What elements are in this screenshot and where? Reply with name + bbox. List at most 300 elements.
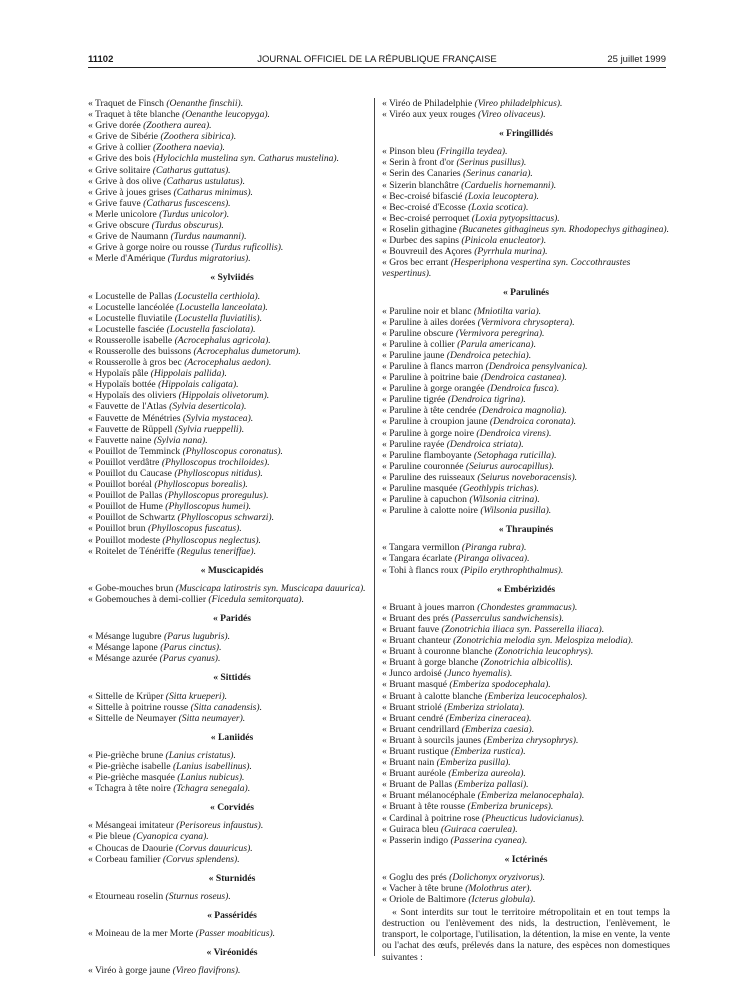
common-name: « Pouillot de Pallas bbox=[88, 490, 165, 502]
common-name: « Fauvette de Ménétries bbox=[88, 412, 183, 424]
scientific-name: (Zonotrichia melodia syn. Melospiza melodia). bbox=[453, 635, 634, 647]
common-name: « Rousserolle à gros bec bbox=[88, 357, 185, 369]
species-entry bbox=[88, 291, 376, 302]
publication-date: 25 juillet 1999 bbox=[607, 54, 666, 65]
common-name: « Pie bleue bbox=[88, 831, 134, 843]
section-heading: « Passéridés bbox=[207, 909, 257, 921]
species-entry bbox=[88, 653, 376, 664]
species-entry bbox=[382, 553, 670, 564]
species-entry bbox=[88, 302, 376, 313]
common-name: « Grive à joues grises bbox=[88, 186, 174, 198]
common-name: « Bec-croisé perroquet bbox=[382, 212, 472, 224]
scientific-name: (Zoothera naevia). bbox=[153, 142, 225, 154]
species-entry bbox=[88, 891, 376, 902]
species-entry bbox=[382, 624, 670, 635]
species-entry bbox=[382, 328, 670, 339]
common-name: « Grive à gorge noire ou rousse bbox=[88, 242, 212, 254]
species-entry bbox=[88, 523, 376, 534]
scientific-name: (Emberiza striolata). bbox=[444, 701, 525, 713]
common-name: « Gobemouches à demi-collier bbox=[88, 593, 209, 605]
species-entry bbox=[88, 209, 376, 220]
common-name: « Grive obscure bbox=[88, 220, 152, 232]
species-entry bbox=[382, 779, 670, 790]
scientific-name: (Junco hyemalis). bbox=[444, 668, 513, 680]
common-name: « Bruant mélanocéphale bbox=[382, 790, 478, 802]
species-entry bbox=[382, 713, 670, 724]
scientific-name: (Serinus canaria). bbox=[463, 168, 533, 180]
species-entry bbox=[88, 131, 376, 142]
scientific-name: (Pinicola enucleator). bbox=[461, 235, 547, 247]
scientific-name: (Sylvia nana). bbox=[153, 434, 208, 446]
common-name: « Sittelle de Krüper bbox=[88, 690, 166, 702]
common-name: « Pouillot de Temminck bbox=[88, 445, 183, 457]
species-entry bbox=[382, 757, 670, 768]
scientific-name: (Emberiza bruniceps). bbox=[467, 801, 554, 813]
common-name: « Bruant fauve bbox=[382, 623, 442, 635]
common-name: « Hypolaïs pâle bbox=[88, 368, 151, 380]
species-entry bbox=[382, 565, 670, 576]
scientific-name: (Sitta canadensis). bbox=[190, 701, 263, 713]
scientific-name: (Chondestes grammacus). bbox=[477, 601, 578, 613]
species-entry bbox=[382, 724, 670, 735]
scientific-name: (Wilsonia pusilla). bbox=[480, 505, 552, 517]
common-name: « Paruline à tête cendrée bbox=[382, 405, 479, 417]
species-entry bbox=[88, 490, 376, 501]
scientific-name: (Passer moabiticus). bbox=[195, 928, 276, 939]
common-name: « Grive solitaire bbox=[88, 164, 153, 176]
species-entry bbox=[88, 761, 376, 772]
species-entry bbox=[88, 357, 376, 368]
scientific-name: (Dendroica virens). bbox=[476, 427, 552, 439]
species-entry bbox=[382, 98, 670, 109]
article-paragraph: « Sont interdits sur tout le territoire métropolitain et en tout temps la destruction ou l'enlèvement des nids, la destruction, l'enlèvement, le transport, le colportage, l'utilisation, la détention, la mise en vente, la vente ou l'achat des œufs, prélevés dans la nature, des espèces non domestiques suivantes : bbox=[382, 907, 670, 963]
common-name: « Paruline jaune bbox=[382, 349, 447, 361]
species-entry bbox=[382, 790, 670, 801]
scientific-name: (Oenanthe leucopyga). bbox=[182, 109, 270, 121]
species-entry bbox=[382, 202, 670, 213]
common-name: « Paruline tigrée bbox=[382, 394, 448, 406]
common-name: « Rousserolle isabelle bbox=[88, 334, 175, 346]
common-name: « Locustelle fasciée bbox=[88, 323, 167, 335]
scientific-name: (Hippolais pallida). bbox=[150, 368, 227, 380]
scientific-name: (Vermivora peregrina). bbox=[455, 327, 545, 339]
scientific-name: (Loxia leucoptera). bbox=[464, 190, 539, 202]
scientific-name: (Lanius nubicus). bbox=[177, 772, 245, 784]
common-name: « Tangara écarlate bbox=[382, 553, 455, 565]
species-entry bbox=[382, 213, 670, 224]
journal-title: JOURNAL OFFICIEL DE LA RÉPUBLIQUE FRANÇAISE bbox=[257, 54, 497, 65]
scientific-name: (Dendroica petechia). bbox=[446, 349, 532, 361]
scientific-name: (Dolichonyx oryzivorus). bbox=[449, 871, 546, 883]
scientific-name: (Emberiza melanocephala). bbox=[477, 790, 585, 802]
scientific-name: (Emberiza cineracea). bbox=[445, 712, 532, 724]
scientific-name: (Dendroica fusca). bbox=[487, 383, 560, 395]
scientific-name: (Dendroica pensylvanica). bbox=[485, 360, 588, 372]
species-entry bbox=[382, 372, 670, 383]
species-entry bbox=[88, 446, 376, 457]
common-name: « Bruant nain bbox=[382, 757, 437, 769]
common-name: « Fauvette de Rüppell bbox=[88, 423, 175, 435]
common-name: « Bruant à calotte blanche bbox=[382, 690, 485, 702]
species-entry bbox=[382, 168, 670, 179]
scientific-name: (Hylocichla mustelina syn. Catharus mustelina). bbox=[153, 153, 340, 165]
common-name: « Traquet à tête blanche bbox=[88, 109, 183, 121]
scientific-name: (Sylvia mystacea). bbox=[182, 412, 254, 424]
common-name: « Paruline à gorge noire bbox=[382, 427, 477, 439]
scientific-name: (Perisoreus infaustus). bbox=[176, 820, 264, 832]
common-name: « Grive à collier bbox=[88, 142, 153, 154]
scientific-name: (Phylloscopus schwarzi). bbox=[177, 512, 274, 524]
species-entry bbox=[88, 772, 376, 783]
scientific-name: (Seiurus aurocapillus). bbox=[465, 460, 555, 472]
species-entry bbox=[382, 668, 670, 679]
species-entry bbox=[88, 435, 376, 446]
species-entry bbox=[88, 231, 376, 242]
species-entry bbox=[382, 339, 670, 350]
scientific-name: (Muscicapa latirostris syn. Muscicapa dauurica). bbox=[175, 582, 366, 594]
common-name: « Pie-grièche isabelle bbox=[88, 760, 173, 772]
species-entry bbox=[382, 691, 670, 702]
common-name: « Viréo de Philadelphie bbox=[382, 98, 475, 109]
scientific-name: (Pyrrhula murina). bbox=[474, 246, 548, 258]
common-name: « Grive à dos olive bbox=[88, 175, 164, 187]
section-heading: « Embérizidés bbox=[496, 583, 556, 595]
scientific-name: (Emberiza pallasi). bbox=[454, 779, 529, 791]
scientific-name: (Molothrus ater). bbox=[465, 883, 532, 894]
common-name: « Tohi à flancs roux bbox=[382, 564, 461, 576]
common-name: « Fauvette naine bbox=[88, 434, 154, 446]
species-entry bbox=[382, 317, 670, 328]
species-entry bbox=[382, 657, 670, 668]
common-name: « Merle unicolore bbox=[88, 208, 160, 220]
common-name: « Rousserolle des buissons bbox=[88, 345, 194, 357]
scientific-name: (Emberiza leucocephalos). bbox=[484, 690, 588, 702]
scientific-name: (Acrocephalus agricola). bbox=[174, 334, 271, 346]
species-entry bbox=[382, 735, 670, 746]
species-entry bbox=[88, 854, 376, 865]
header-rule bbox=[88, 67, 666, 68]
species-entry bbox=[382, 602, 670, 613]
common-name: « Hypolaïs bottée bbox=[88, 379, 159, 391]
common-name: « Junco ardoisé bbox=[382, 668, 445, 680]
scientific-name: (Parus cinctus). bbox=[160, 642, 222, 654]
common-name: « Serin à front d'or bbox=[382, 157, 457, 169]
species-entry bbox=[88, 335, 376, 346]
section-heading: « Corvidés bbox=[210, 802, 254, 814]
species-entry bbox=[88, 750, 376, 761]
scientific-name: (Vireo olivaceus). bbox=[477, 109, 546, 121]
species-entry bbox=[382, 361, 670, 372]
species-entry bbox=[382, 824, 670, 835]
scientific-name: (Mniotilta varia). bbox=[473, 305, 542, 317]
species-entry bbox=[382, 883, 670, 894]
species-entry bbox=[88, 843, 376, 854]
species-entry bbox=[382, 450, 670, 461]
common-name: « Bruant auréole bbox=[382, 768, 449, 780]
common-name: « Locustelle de Pallas bbox=[88, 290, 175, 302]
common-name: « Bruant à couronne blanche bbox=[382, 646, 495, 658]
species-entry bbox=[88, 220, 376, 231]
common-name: « Bruant striolé bbox=[382, 701, 445, 713]
scientific-name: (Phylloscopus fuscatus). bbox=[147, 523, 242, 535]
scientific-name: (Hippolais olivetorum). bbox=[178, 390, 270, 402]
common-name: « Bruant à sourcils jaunes bbox=[382, 734, 484, 746]
scientific-name: (Phylloscopus neglectus). bbox=[162, 534, 261, 546]
common-name: « Pie-grièche brune bbox=[88, 749, 166, 761]
section-heading: « Parulinés bbox=[502, 287, 550, 299]
species-entry bbox=[88, 479, 376, 490]
scientific-name: (Vireo flavifrons). bbox=[172, 965, 241, 977]
scientific-name: (Turdus unicolor). bbox=[159, 208, 230, 220]
common-name: « Gobe-mouches brun bbox=[88, 582, 176, 594]
scientific-name: (Turdus naumanni). bbox=[170, 231, 247, 243]
species-entry bbox=[88, 713, 376, 724]
scientific-name: (Sylvia rueppelli). bbox=[174, 423, 245, 435]
species-entry bbox=[88, 546, 376, 557]
species-entry bbox=[382, 746, 670, 757]
scientific-name: (Phylloscopus nitidus). bbox=[174, 468, 263, 479]
species-entry bbox=[88, 187, 376, 198]
common-name: « Traquet de Finsch bbox=[88, 98, 167, 109]
species-entry bbox=[88, 424, 376, 435]
scientific-name: (Sitta neumayer). bbox=[178, 712, 246, 724]
common-name: « Mésangeai imitateur bbox=[88, 820, 177, 832]
species-entry bbox=[382, 350, 670, 361]
scientific-name: (Corvus splendens). bbox=[162, 853, 240, 865]
scientific-name: (Sitta krueperi). bbox=[165, 690, 228, 702]
common-name: « Pouillot brun bbox=[88, 523, 148, 535]
scientific-name: (Seiurus noveboracensis). bbox=[477, 471, 578, 483]
common-name: « Mésange lugubre bbox=[88, 631, 164, 643]
species-entry bbox=[88, 831, 376, 842]
scientific-name: (Dendroica tigrina). bbox=[447, 394, 526, 406]
common-name: « Corbeau familier bbox=[88, 853, 163, 865]
species-entry bbox=[382, 702, 670, 713]
species-entry bbox=[88, 153, 376, 164]
common-name: « Bruant à tête rousse bbox=[382, 801, 468, 813]
common-name: « Tchagra à tête noire bbox=[88, 783, 174, 795]
species-entry bbox=[88, 691, 376, 702]
common-name: « Bruant à gorge blanche bbox=[382, 657, 481, 669]
common-name: « Passerin indigo bbox=[382, 834, 451, 846]
species-entry bbox=[88, 965, 376, 976]
species-entry bbox=[88, 98, 376, 109]
scientific-name: (Emberiza aureola). bbox=[448, 768, 526, 780]
common-name: « Roitelet de Ténériffe bbox=[88, 545, 178, 557]
species-entry bbox=[382, 483, 670, 494]
species-entry bbox=[382, 494, 670, 505]
scientific-name: (Tchagra senegala). bbox=[173, 783, 251, 795]
common-name: « Paruline à flancs marron bbox=[382, 360, 486, 372]
common-name: « Pouillot de Hume bbox=[88, 501, 166, 513]
common-name: « Viréo aux yeux rouges bbox=[382, 109, 478, 121]
scientific-name: (Lanius cristatus). bbox=[165, 749, 236, 761]
scientific-name: (Geothlypis trichas). bbox=[459, 483, 539, 494]
common-name: « Tangara vermillon bbox=[382, 542, 462, 554]
common-name: « Sizerin blanchâtre bbox=[382, 179, 462, 191]
scientific-name: (Turdus obscurus). bbox=[151, 220, 224, 232]
species-entry bbox=[382, 306, 670, 317]
species-entry bbox=[382, 180, 670, 191]
scientific-name: (Parus cyanus). bbox=[159, 653, 221, 665]
common-name: « Oriole de Baltimore bbox=[382, 894, 469, 906]
common-name: « Bruant masqué bbox=[382, 679, 450, 691]
species-entry bbox=[382, 109, 670, 120]
common-name: « Viréo à gorge jaune bbox=[88, 965, 173, 977]
species-entry bbox=[88, 457, 376, 468]
common-name: « Goglu des prés bbox=[382, 871, 450, 883]
scientific-name: (Fringilla teydea). bbox=[436, 146, 508, 158]
scientific-name: (Dendroica coronata). bbox=[489, 416, 577, 428]
scientific-name: (Phylloscopus humei). bbox=[165, 501, 252, 513]
scientific-name: (Locustella fasciolata). bbox=[166, 323, 256, 335]
scientific-name: (Loxia scotica). bbox=[468, 201, 529, 213]
scientific-name: (Turdus ruficollis). bbox=[211, 242, 284, 254]
scientific-name: (Cyanopica cyana). bbox=[133, 831, 209, 843]
scientific-name: (Dendroica striata). bbox=[446, 438, 524, 450]
common-name: « Mésange azurée bbox=[88, 653, 160, 665]
common-name: « Guiraca bleu bbox=[382, 823, 441, 835]
species-entry bbox=[382, 416, 670, 427]
section-heading: « Fringillidés bbox=[498, 128, 554, 140]
species-entry bbox=[382, 646, 670, 657]
common-name: « Pouillot modeste bbox=[88, 534, 163, 546]
common-name: « Pinson bleu bbox=[382, 146, 437, 158]
page-number: 11102 bbox=[88, 54, 114, 65]
scientific-name: (Regulus teneriffae). bbox=[177, 545, 257, 557]
common-name: « Grive de Sibérie bbox=[88, 131, 161, 143]
common-name: « Paruline rayée bbox=[382, 438, 447, 450]
species-entry bbox=[88, 642, 376, 653]
species-entry bbox=[88, 512, 376, 523]
common-name: « Durbec des sapins bbox=[382, 235, 462, 247]
common-name: « Paruline à calotte noire bbox=[382, 505, 481, 517]
species-entry bbox=[88, 242, 376, 253]
species-entry bbox=[382, 439, 670, 450]
species-entry bbox=[382, 613, 670, 624]
species-entry bbox=[382, 768, 670, 779]
common-name: « Bruant à joues marron bbox=[382, 601, 478, 613]
scientific-name: (Piranga olivacea). bbox=[454, 553, 530, 565]
scientific-name: (Zoothera aurea). bbox=[143, 120, 212, 132]
species-entry bbox=[382, 257, 670, 279]
scientific-name: (Turdus migratorius). bbox=[167, 253, 251, 265]
species-entry bbox=[382, 246, 670, 257]
section-heading: « Sittidés bbox=[213, 672, 251, 684]
species-entry bbox=[88, 120, 376, 131]
common-name: « Paruline à poitrine baie bbox=[382, 372, 481, 384]
species-entry bbox=[88, 594, 376, 605]
common-name: « Vacher à tête brune bbox=[382, 883, 466, 894]
common-name: « Fauvette de l'Atlas bbox=[88, 401, 170, 413]
species-entry bbox=[382, 894, 670, 905]
common-name: « Pouillot du Caucase bbox=[88, 468, 175, 479]
species-entry bbox=[88, 783, 376, 794]
scientific-name: (Wilsonia citrina). bbox=[469, 494, 540, 506]
species-entry bbox=[382, 428, 670, 439]
section-heading: « Muscicapidés bbox=[200, 564, 264, 576]
common-name: « Choucas de Daourie bbox=[88, 842, 176, 854]
scientific-name: (Carduelis hornemanni). bbox=[461, 179, 557, 191]
species-entry bbox=[88, 401, 376, 412]
common-name: « Grive dorée bbox=[88, 120, 144, 132]
species-entry bbox=[88, 198, 376, 209]
species-entry bbox=[88, 379, 376, 390]
species-entry bbox=[382, 405, 670, 416]
species-entry bbox=[88, 820, 376, 831]
species-entry bbox=[382, 157, 670, 168]
scientific-name: (Catharus guttatus). bbox=[152, 164, 231, 176]
scientific-name: (Passerculus sandwichensis). bbox=[451, 612, 564, 624]
common-name: « Pouillot boréal bbox=[88, 479, 155, 491]
species-entry bbox=[88, 165, 376, 176]
scientific-name: (Emberiza rustica). bbox=[451, 745, 526, 757]
species-entry bbox=[88, 928, 376, 939]
species-entry bbox=[382, 461, 670, 472]
scientific-name: (Emberiza spodocephala). bbox=[449, 679, 551, 691]
common-name: « Mésange lapone bbox=[88, 642, 161, 654]
scientific-name: (Zonotrichia iliaca syn. Passerella iliaca). bbox=[441, 623, 605, 635]
species-entry bbox=[88, 631, 376, 642]
common-name: « Roselin githagine bbox=[382, 223, 460, 235]
scientific-name: (Piranga rubra). bbox=[461, 542, 527, 554]
species-entry bbox=[88, 583, 376, 594]
scientific-name: (Phylloscopus coronatus). bbox=[182, 445, 283, 457]
scientific-name: (Dendroica magnolia). bbox=[478, 405, 567, 417]
scientific-name: (Icterus globula). bbox=[468, 894, 536, 906]
common-name: « Paruline à ailes dorées bbox=[382, 316, 478, 328]
scientific-name: (Sylvia deserticola). bbox=[169, 401, 247, 413]
scientific-name: (Emberiza chrysophrys). bbox=[483, 734, 579, 746]
species-entry bbox=[382, 191, 670, 202]
common-name: « Bruant des prés bbox=[382, 612, 452, 624]
scientific-name: (Locustella lanceolata). bbox=[176, 301, 268, 313]
species-entry bbox=[88, 142, 376, 153]
scientific-name: (Phylloscopus proregulus). bbox=[164, 490, 269, 502]
scientific-name: (Setophaga ruticilla). bbox=[473, 449, 557, 461]
scientific-name: (Vermivora chrysoptera). bbox=[477, 316, 575, 328]
species-entry bbox=[88, 413, 376, 424]
scientific-name: (Loxia pytyopsittacus). bbox=[471, 212, 560, 224]
page-header bbox=[88, 54, 666, 68]
species-entry bbox=[382, 813, 670, 824]
common-name: « Bouvreuil des Açores bbox=[382, 246, 475, 258]
scientific-name: (Parula americana). bbox=[457, 338, 536, 350]
section-heading: « Laniidés bbox=[210, 731, 254, 743]
species-entry bbox=[88, 176, 376, 187]
scientific-name: (Guiraca caerulea). bbox=[440, 823, 518, 835]
scientific-name: (Lanius isabellinus). bbox=[172, 760, 252, 772]
species-entry bbox=[88, 468, 376, 479]
common-name: « Paruline à collier bbox=[382, 338, 458, 350]
common-name: « Paruline des ruisseaux bbox=[382, 471, 478, 483]
common-name: « Paruline noir et blanc bbox=[382, 305, 474, 317]
scientific-name: (Passerina cyanea). bbox=[450, 834, 528, 846]
species-entry bbox=[382, 542, 670, 553]
species-entry bbox=[88, 346, 376, 357]
species-entry bbox=[382, 801, 670, 812]
species-entry bbox=[382, 635, 670, 646]
scientific-name: (Locustella fluviatilis). bbox=[174, 312, 262, 324]
scientific-name: (Catharus minimus). bbox=[173, 186, 253, 198]
species-entry bbox=[382, 472, 670, 483]
scientific-name: (Vireo philadelphicus). bbox=[474, 98, 563, 109]
common-name: « Paruline à capuchon bbox=[382, 494, 470, 506]
common-name: « Grive des bois bbox=[88, 153, 154, 165]
scientific-name: (Phylloscopus trochiloides). bbox=[161, 456, 270, 468]
common-name: « Sittelle de Neumayer bbox=[88, 712, 179, 724]
common-name: « Paruline masquée bbox=[382, 483, 460, 494]
